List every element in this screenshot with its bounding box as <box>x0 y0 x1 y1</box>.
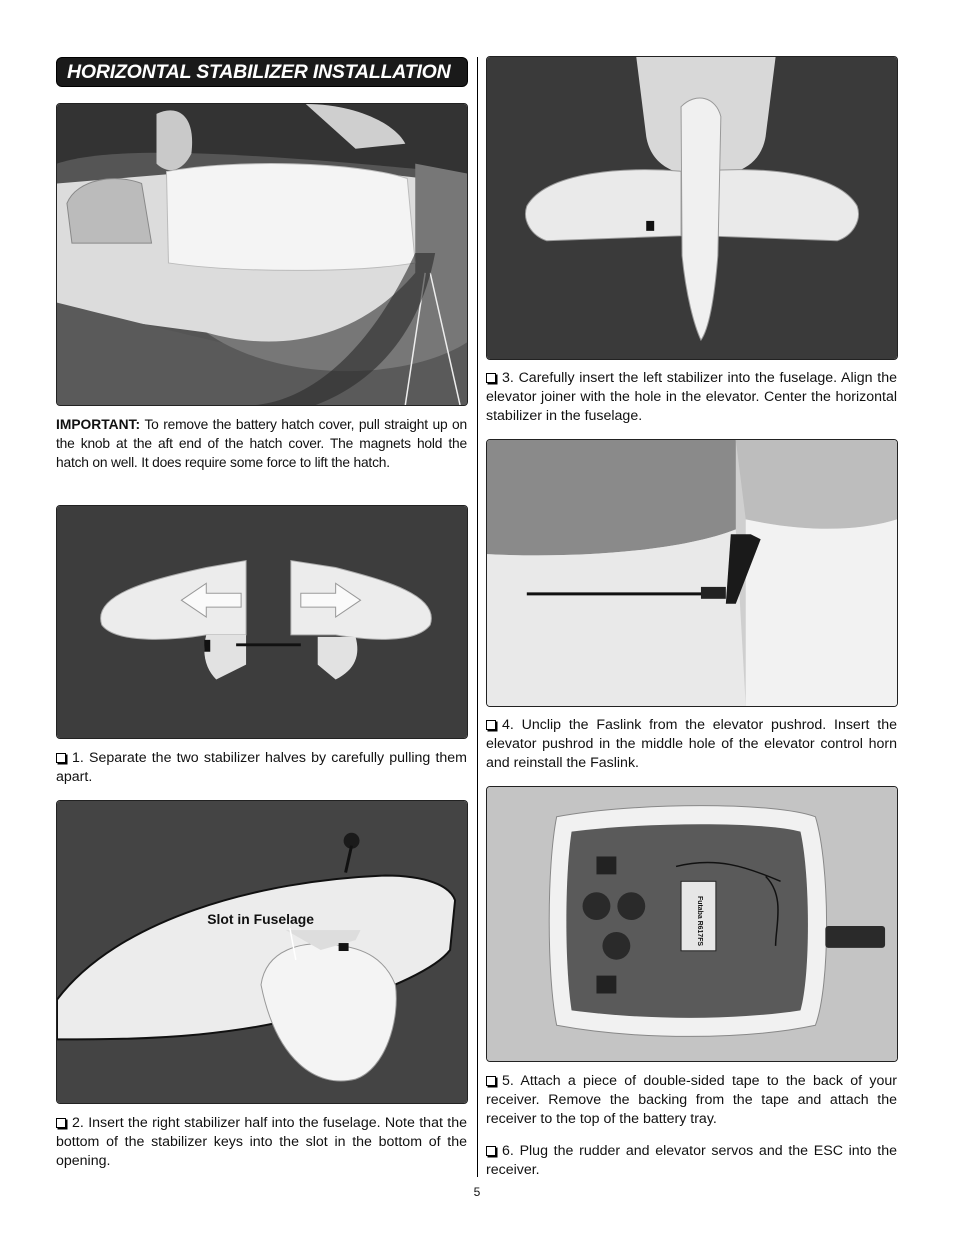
important-note <box>56 415 467 472</box>
step-2-text: Insert the right stabilizer half into the fuselage. Note that the bottom of the stabilizer keys into the slot in the bottom of the opening. <box>56 1115 467 1169</box>
receiver-model-text: R617FS <box>695 920 703 947</box>
section-title: HORIZONTAL STABILIZER INSTALLATION <box>67 61 451 83</box>
photo-battery-hatch <box>56 103 468 406</box>
important-text: To remove the battery hatch cover, pull straight up on the knob at the aft end of the hatch cover. The magnets hold the hatch on well. It does require some force to lift the hatch. <box>56 417 468 470</box>
photo-elevator-control-horn <box>486 439 898 707</box>
step-2-number: 2. <box>72 1115 84 1131</box>
step-5-checkbox[interactable] <box>486 1076 496 1086</box>
step-1-checkbox[interactable] <box>56 753 66 763</box>
step-3-text: Carefully insert the left stabilizer into the fuselage. Align the elevator joiner with the hole in the elevator. Center the horizontal stabilizer in the fuselage. <box>486 370 897 424</box>
step-4 <box>486 716 897 773</box>
receiver-model-label <box>696 896 703 946</box>
step-6-checkbox[interactable] <box>486 1146 496 1156</box>
photo-right-stabilizer-inserted <box>56 800 468 1104</box>
receiver-brand-text: Futaba <box>695 895 703 919</box>
photo-tail-rear-view <box>486 56 898 360</box>
step-3-number: 3. <box>502 370 514 386</box>
step-1-number: 1. <box>72 750 84 766</box>
step-2 <box>56 1114 467 1171</box>
step-6 <box>486 1142 897 1180</box>
step-5 <box>486 1072 897 1129</box>
step-1 <box>56 749 467 787</box>
column-divider <box>477 57 478 1177</box>
step-4-text: Unclip the Faslink from the elevator pushrod. Insert the elevator pushrod in the middle hole of the elevator control horn and reinstall the Faslink. <box>486 717 897 771</box>
slot-callout-label: Slot in Fuselage <box>207 911 315 928</box>
step-6-text: Plug the rudder and elevator servos and the ESC into the receiver. <box>486 1143 897 1178</box>
step-2-checkbox[interactable] <box>56 1118 66 1128</box>
step-1-text: Separate the two stabilizer halves by carefully pulling them apart. <box>56 750 467 785</box>
step-5-number: 5. <box>502 1073 514 1089</box>
step-3-checkbox[interactable] <box>486 373 496 383</box>
section-title-bar <box>56 57 468 87</box>
important-label: IMPORTANT: <box>56 417 141 432</box>
step-3 <box>486 369 897 426</box>
step-4-checkbox[interactable] <box>486 720 496 730</box>
step-5-text: Attach a piece of double-sided tape to the back of your receiver. Remove the backing from the tape and attach the receiver to the top of the battery tray. <box>486 1073 897 1127</box>
step-6-number: 6. <box>502 1143 514 1159</box>
photo-receiver-bay <box>486 786 898 1062</box>
photo-stabilizer-halves <box>56 505 468 739</box>
step-4-number: 4. <box>502 717 514 733</box>
page-number: 5 <box>473 1185 481 1199</box>
